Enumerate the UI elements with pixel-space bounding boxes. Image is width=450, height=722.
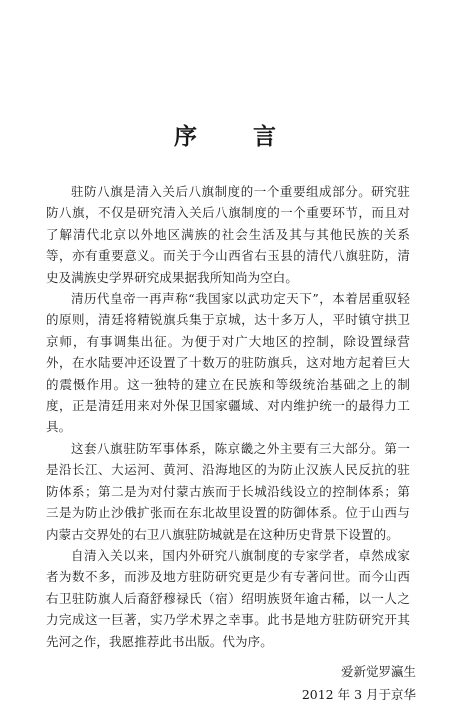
paragraph-1: 驻防八旗是清入关后八旗制度的一个重要组成部分。研究驻防八旗，不仅是研究清入关后八旗制度的一个重要环节，而且对了解清代北京以外地区满族的社会生活及其与其他民族的关系等，亦有重要意义。而关于今山西省右玉县的清代八旗驻防，清史及满族史学界研究成果据我所知尚为空白。 <box>46 184 410 285</box>
paragraph-2: 清历代皇帝一再声称“我国家以武功定天下”，本着居重驭轻的原则，清廷将精锐旗兵集于京城，达十多万人，平时镇守拱卫京师，有事调集出征。为便于对广大地区的控制，除设置绿营外，在水陆要冲还设置了十数万的驻防旗兵，这对地方起着巨大的震慑作用。这一独特的建立在民族和等级统治基础之上的制度，正是清廷用来对外保卫国家疆域、对内维护统一的最得力工具。 <box>46 291 410 435</box>
signature-author: 爱新觉罗瀛生 <box>340 664 416 679</box>
paragraph-3: 这套八旗驻防军事体系，陈京畿之外主要有三大部分。第一是沿长江、大运河、黄河、沿海地区的为防止汉族人民反抗的驻防体系；第二是为对付蒙古族而于长城沿线设立的控制体系；第三是为防止沙俄扩张而在东北故里设置的防御体系。位于山西与内蒙古交界处的右卫八旗驻防城就是在这种历史背景下设置的。 <box>46 440 410 542</box>
paragraph-4: 自清入关以来，国内外研究八旗制度的专家学者，卓然成家者为数不多，而涉及地方驻防研究更是少有专著问世。而今山西右卫驻防旗人后裔舒穆禄氏（宿）绍明族贤年逾古稀，以一人之力完成这一巨著，实乃学术界之幸事。此书是地方驻防研究开其先河之作，我愿推荐此书出版。代为序。 <box>46 547 410 649</box>
page-title: 序 言 <box>173 123 300 150</box>
preface-body <box>46 181 410 652</box>
signature-date: 2012 年 3 月于京华 <box>301 687 416 702</box>
